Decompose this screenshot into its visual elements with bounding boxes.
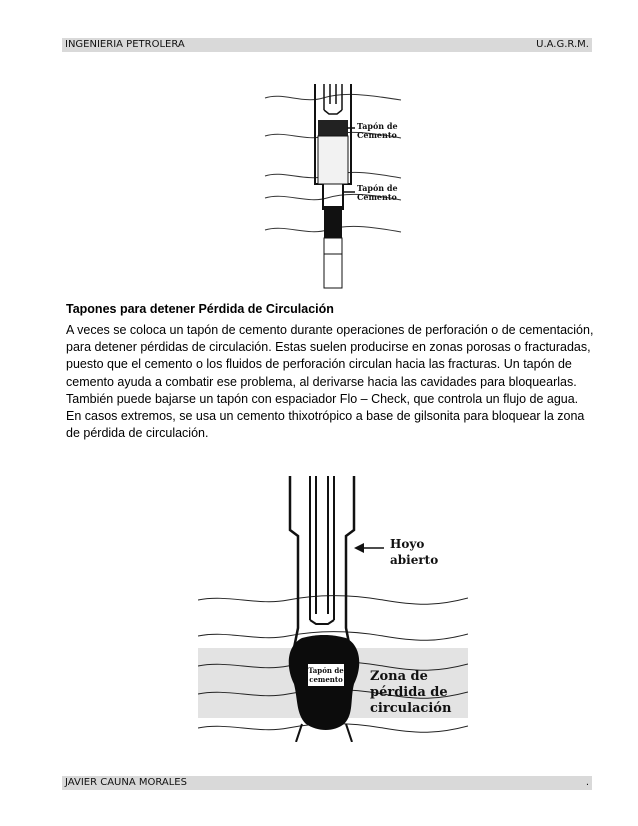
body-line: para detener pérdidas de circulación. Estas suelen producirse en zonas porosas o fracturadas, <box>66 340 591 355</box>
footer-mark: . <box>585 777 589 788</box>
section-title: Tapones para detener Pérdida de Circulación <box>66 302 334 316</box>
fig1-label-bottom-2: Cemento <box>357 192 397 202</box>
body-line: A veces se coloca un tapón de cemento durante operaciones de perforación o de cementación, <box>66 323 594 337</box>
body-line: puesto que el cemento o los fluidos de perforación circulan hacia las fracturas. Un tapón de <box>66 357 572 372</box>
fig2-zona-label-1: Zona de <box>370 669 428 684</box>
header-university: U.A.G.R.M. <box>536 39 589 50</box>
page-header <box>62 38 592 52</box>
fig2-hoyo-label-1: Hoyo <box>390 537 425 551</box>
body-line: En casos extremos, se usa un cemento thixotrópico a base de gilsonita para bloquear la zona <box>66 409 585 424</box>
fig2-hoyo-label-2: abierto <box>390 553 439 567</box>
fig2-plug-label-1: Tapón de <box>308 666 344 675</box>
fig1-label-top-1: Tapón de <box>357 121 398 131</box>
fig2-plug-label-2: cemento <box>309 675 343 684</box>
lost-circulation-figure <box>198 470 468 742</box>
fig1-label-top-2: Cemento <box>357 130 397 140</box>
header-course: INGENIERIA PETROLERA <box>65 39 185 50</box>
page-footer <box>62 776 592 790</box>
cement-plug-figure <box>263 58 403 290</box>
section-body <box>66 322 594 442</box>
fig2-zona-label-2: pérdida de <box>370 685 448 700</box>
footer-author: JAVIER CAUNA MORALES <box>65 777 187 788</box>
body-line: de pérdida de circulación. <box>66 426 209 441</box>
fig1-label-bottom-1: Tapón de <box>357 183 398 193</box>
body-line: También puede bajarse un tapón con espaciador Flo – Check, que controla un flujo de agua. <box>66 391 579 406</box>
fig2-zona-label-3: circulación <box>370 701 452 716</box>
body-line: cemento ayuda a combatir ese problema, al derivarse hacia las cavidades para bloquearlas. <box>66 374 577 389</box>
